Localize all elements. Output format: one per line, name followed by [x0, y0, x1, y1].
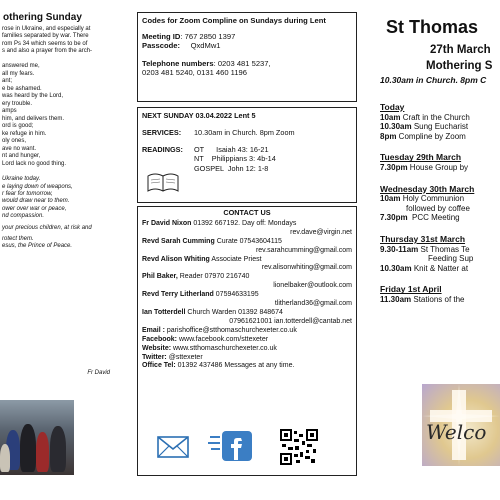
next-sunday-box [137, 107, 357, 203]
event-block-wednesday: Wednesday 30th March 10am Holy Communion followed by coffee 7.30pm PCC Meeting [380, 183, 475, 223]
service-date: 27th March [430, 44, 491, 56]
email-icon[interactable] [156, 433, 192, 461]
signature: Fr David [87, 370, 110, 376]
facebook-icon[interactable] [208, 429, 254, 463]
right-column [380, 0, 500, 500]
psalm-text: answered me, all my fears. ant; e be ashamed. was heard by the Lord, ery trouble. amps him, and delivers them. ord is good; ke refuge in him. oly ones, ave no want. nt and hunger, Lord lack no good thing. [2, 63, 67, 167]
facebook-line: Facebook: www.facebook.com/sttexeter [142, 335, 269, 343]
zoom-meeting-id: Meeting ID: 767 2850 1397 [142, 31, 236, 41]
open-book-icon [146, 170, 180, 194]
contact-person: Ian Totterdell Church Warden 01392 848674 [142, 308, 283, 316]
welcome-text: Welco [426, 420, 487, 444]
church-title: St Thomas [386, 17, 479, 37]
left-column [0, 0, 132, 500]
sunday-name: Mothering S [426, 60, 493, 72]
zoom-telephone: Telephone numbers: 0203 481 5237, [142, 58, 271, 68]
office-tel-line: Office Tel: 01392 437486 Messages at any time. [142, 362, 295, 370]
contact-person: Revd Sarah Cumming Curate 07543604115 [142, 237, 282, 245]
event-block-thursday: Thursday 31st March 9.30-11am St Thomas Te Feeding Sup 10.30am Knit & Natter at [380, 233, 474, 273]
zoom-heading: Codes for Zoom Compline on Sundays during Lent [142, 16, 326, 25]
contact-person: Revd Terry Litherland 07594633195 [142, 291, 259, 299]
refugee-photo [0, 400, 74, 475]
event-block-friday: Friday 1st April 11.30am Stations of the [380, 284, 465, 304]
contact-icons [156, 429, 346, 465]
twitter-line: Twitter: @sttexeter [142, 353, 203, 361]
event-block-tuesday: Tuesday 29th March 7.30pm House Group by [380, 152, 469, 172]
email-line: Email : parishoffice@stthomaschurchexeter.co.uk [142, 326, 297, 334]
left-heading: othering Sunday [3, 12, 82, 23]
left-intro: rose in Ukraine, and especially at families separated by war. There rom Ps 34 which seems to be of s and also a prayer from the arch- [2, 26, 93, 54]
prayer-text: Ukraine today. e laying down of weapons, r fear for tomorrow, would draw near to them. ower over war or peace, nd compassion. your precious children, at risk and rotect them. esus, the Prince of Peace. [2, 176, 92, 250]
website-line: Website: www.stthomaschurchexeter.co.uk [142, 344, 277, 352]
readings-row: READINGS: OT Isaiah 43: 16-21 NT Philippians 3: 4b-14 GOSPEL John 12: 1-8 [142, 145, 276, 173]
welcome-image [422, 384, 500, 466]
contact-person: Revd Alison Whiting Associate Priest [142, 255, 262, 263]
contact-person: Phil Baker, Reader 07970 216740 [142, 273, 250, 281]
services-row: SERVICES: 10.30am in Church. 8pm Zoom [142, 128, 295, 137]
contact-heading: CONTACT US [223, 208, 271, 217]
middle-column [137, 0, 357, 500]
zoom-passcode: Passcode: QxdMw1 [142, 41, 221, 51]
contact-person: Fr David Nixon 01392 667192. Day off: Mondays [142, 219, 297, 227]
event-block-today: Today 10am Craft in the Church 10.30am Sung Eucharist 8pm Compline by Zoom [380, 102, 470, 141]
contact-us-box: CONTACT US Fr David Nixon 01392 667192. Day off: Mondays rev.dave@virgin.net Revd Sarah Cumming Curate 07543604115 rev.sarahcumming@gmail.com Revd Alison Whiting Associate Priest rev.alisonwhiting@gmail.com Phil Baker, Reader 07970 216740 lionelbaker@outlook.com Revd Terry Litherland 07594633195 tlitherland36@gmail.com Ian Totterdell Church Warden 01392 848674 07961621001 ian.totterdell@cantab.net Email : parishoffice@stthomaschurchexeter.co.uk Facebook: www.facebook.com/sttexeter Website: www.stthomaschurchexeter.co.uk Twitter: @sttexeter Office Tel: 01392 437486 Messages at any time. [137, 206, 357, 476]
service-tagline: 10.30am in Church. 8pm C [380, 75, 487, 85]
next-sunday-heading: NEXT SUNDAY 03.04.2022 Lent 5 [142, 111, 256, 120]
zoom-codes-box: Codes for Zoom Compline on Sundays during Lent Meeting ID: 767 2850 1397 Passcode: QxdMw1 Telephone numbers: 0203 481 5237, 0203 481 5240, 0131 460 1196 [137, 12, 357, 102]
qr-code-icon[interactable] [280, 429, 318, 465]
